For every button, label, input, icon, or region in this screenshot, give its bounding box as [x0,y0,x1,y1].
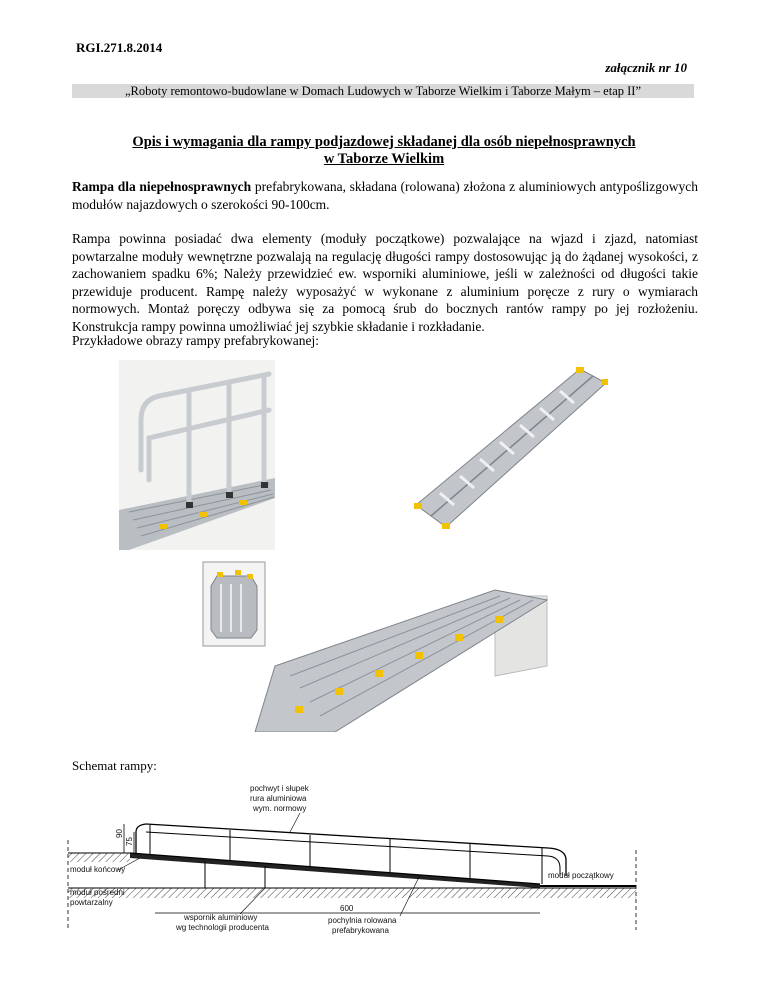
title-line-2: w Taborze Wielkim [323,151,445,167]
paragraph-ramp-intro [72,178,698,213]
page-title [70,134,698,168]
title-line-1: Opis i wymagania dla rampy podjazdowej składanej dla osób niepełnosprawnych [132,134,636,150]
dim-90-label: 90 [115,829,124,838]
repeatable-label: powtarzalny [70,898,113,907]
paragraph-examples: Przykładowe obrazy rampy prefabrykowanej: [72,333,320,348]
attachment-number: załącznik nr 10 [605,60,687,75]
ramp-intro-text: prefabrykowana, składana (rolowana) złożona z aluminiowych antypoślizgowych modułów najazdowych o szerokości 90-100cm. [72,179,698,212]
end-module-label: moduł końcowy [70,865,126,874]
per-tech-label: wg technologii producenta [176,923,269,932]
pipe-label: rura aluminiowa [250,794,307,803]
photo-ramp-unrolled [410,365,608,537]
length-label: 600 [340,904,354,913]
ramp-schema-diagram [60,780,660,946]
handrail-label: pochwyt i słupek [250,784,309,793]
prefab-label: prefabrykowana [332,926,389,935]
photo-ramp-with-handrail [119,360,275,550]
paragraph-requirements: Rampa powinna posiadać dwa elementy (moduły początkowe) pozwalające na wjazd i zjazd, natomiast powtarzalne moduły wewnętrzne pozwalają na regulację długości rampy dostosowując ją do żądanej wysokości, z zachowaniem spadku 6%; Należy przewidzieć ew. wsporniki aluminiowe, jeśli w zależności od długości takie przewiduje producent. Rampę należy wyposażyć w wykonane z aluminium poręcze z rury o wymiarach normowych. Montaż poręczy odbywa się za pomocą śrub do bocznych rantów rampy po jej rozłożeniu. Konstrukcja rampy powinna umożliwiać jej szybkie składanie i rozkładanie. [72,231,698,334]
document-reference: RGI.271.8.2014 [76,40,163,55]
middle-module-label: moduł pośredni [70,888,125,897]
dim-75-label: 75 [125,837,134,846]
start-module-label: moduł początkowy [548,871,614,880]
ramp-rolled-label: pochylnia rolowana [328,916,397,925]
ramp-bold-label: Rampa dla niepełnosprawnych [72,179,252,194]
project-title-bar: „Roboty remontowo-budowlane w Domach Ludowych w Taborze Wielkim i Taborze Małym – etap II” [72,84,694,98]
norm-label: wym. normowy [253,804,307,813]
photo-ramp-installed [195,556,553,732]
support-label: wspornik aluminiowy [184,913,258,922]
schema-caption: Schemat rampy: [72,758,157,773]
